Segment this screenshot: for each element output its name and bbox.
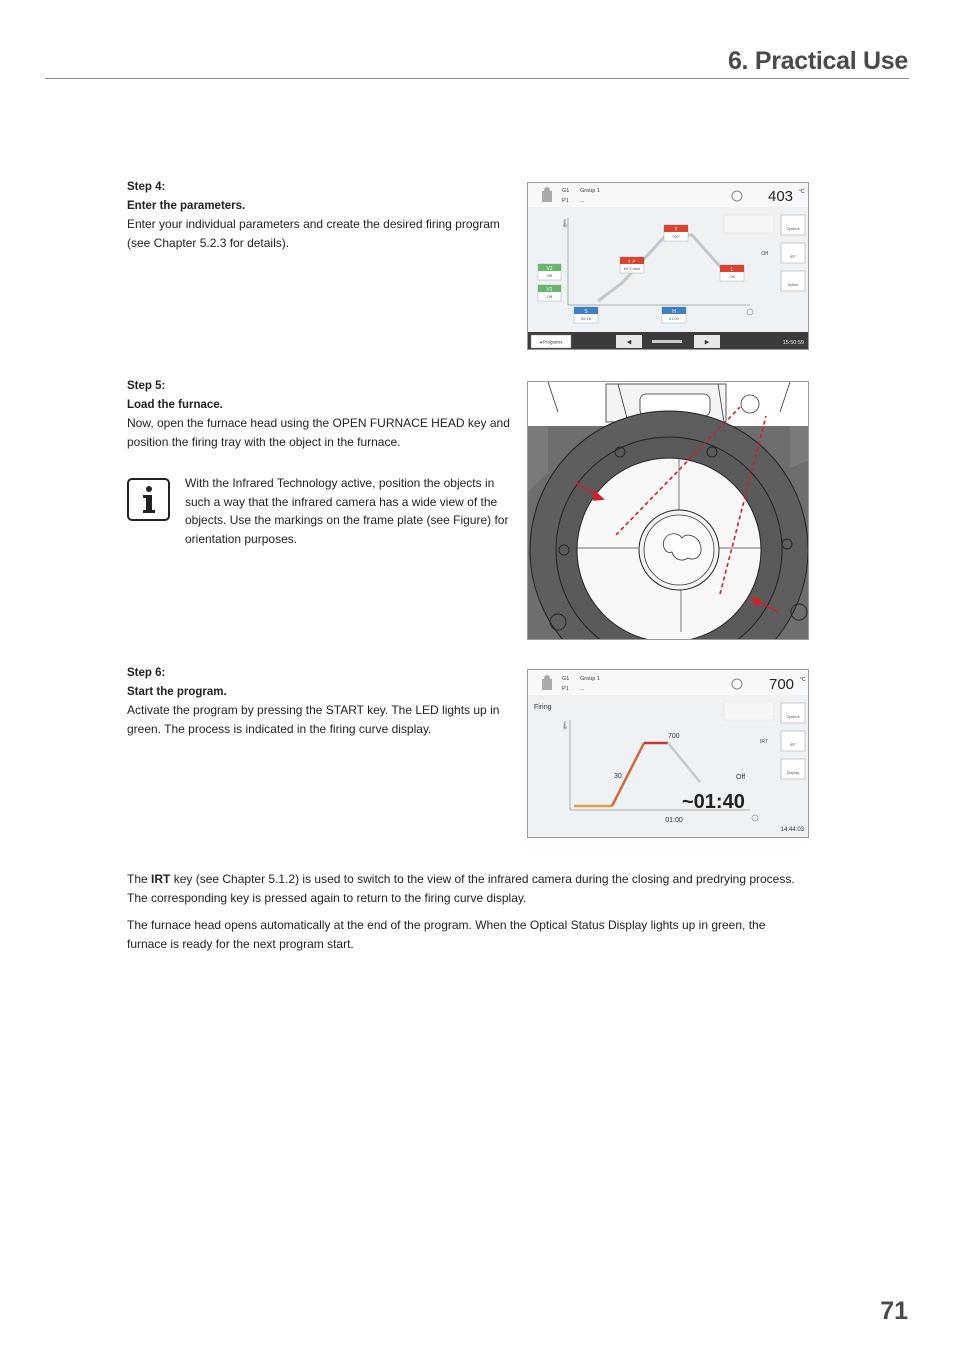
step-4-label: Step 4: bbox=[127, 181, 166, 193]
scroll-indicator bbox=[652, 340, 682, 343]
svg-text:L: L bbox=[730, 267, 734, 273]
info-note-text: With the Infrared Technology active, position the objects in such a way that the infrared camera has a wide view of the objects. Use the markings on the frame plate (see Figure) for orientation purposes. bbox=[185, 476, 509, 546]
program-code: P1 bbox=[562, 198, 569, 204]
curve-peak-label: 700 bbox=[668, 733, 680, 740]
step-6 bbox=[127, 664, 512, 738]
svg-text:IRT: IRT bbox=[789, 743, 797, 747]
svg-text:H: H bbox=[672, 309, 676, 315]
param-t-rate[interactable] bbox=[620, 257, 644, 273]
svg-text:Off: Off bbox=[546, 273, 553, 278]
step-5 bbox=[127, 377, 512, 451]
step-5-label: Step 5: bbox=[127, 380, 166, 392]
irt-button[interactable] bbox=[781, 243, 805, 263]
irt-label: IRT bbox=[760, 739, 768, 745]
step-5-title: Load the furnace. bbox=[127, 398, 223, 411]
curve-start-label: 30 bbox=[614, 773, 622, 780]
clock: 15:50:59 bbox=[782, 340, 804, 346]
param-s[interactable] bbox=[574, 307, 598, 323]
svg-text:Display: Display bbox=[786, 771, 800, 775]
remaining-time: ~01:40 bbox=[682, 791, 745, 813]
firing-screen bbox=[527, 669, 809, 838]
param-l[interactable] bbox=[720, 265, 744, 281]
step-4-title: Enter the parameters. bbox=[127, 199, 246, 212]
svg-text:Spline: Spline bbox=[787, 283, 799, 287]
hold-time-label: 01:00 bbox=[665, 817, 683, 824]
furnace-figure bbox=[527, 381, 809, 640]
step-6-label: Step 6: bbox=[127, 667, 166, 679]
group-name: Group 1 bbox=[580, 676, 600, 682]
program-name: ... bbox=[580, 686, 585, 692]
svg-text:Off: Off bbox=[729, 274, 735, 279]
step-4 bbox=[127, 178, 512, 252]
svg-text:◂ Programs: ◂ Programs bbox=[539, 339, 563, 345]
group-code: G1 bbox=[562, 676, 570, 682]
svg-text:t ↗: t ↗ bbox=[628, 259, 636, 265]
group-name: Group 1 bbox=[580, 188, 600, 194]
spline-button[interactable] bbox=[781, 271, 805, 291]
temperature-readout: 403 bbox=[768, 188, 794, 205]
header-rule bbox=[45, 78, 909, 79]
svg-text:S: S bbox=[584, 309, 588, 315]
clock: 14:44:03 bbox=[780, 827, 804, 833]
display-button[interactable] bbox=[781, 759, 805, 779]
svg-text:V1: V1 bbox=[546, 287, 553, 293]
param-h[interactable] bbox=[662, 307, 686, 323]
svg-text:01:00: 01:00 bbox=[668, 316, 680, 321]
svg-text:Off: Off bbox=[546, 294, 553, 299]
thermometer-icon: 🌡 bbox=[560, 219, 571, 228]
options-button[interactable] bbox=[781, 215, 805, 235]
page-number: 71 bbox=[880, 1297, 908, 1325]
prev-arrow-button[interactable] bbox=[616, 335, 642, 348]
svg-text:T: T bbox=[674, 227, 678, 233]
parameter-screen bbox=[527, 182, 809, 350]
thermometer-icon: 🌡 bbox=[560, 721, 571, 730]
param-v2[interactable] bbox=[538, 264, 561, 280]
svg-text:Options: Options bbox=[786, 715, 800, 719]
svg-text:Options: Options bbox=[786, 227, 800, 231]
program-name: ... bbox=[580, 198, 585, 204]
end-of-program-paragraph: The furnace head opens automatically at the end of the program. When the Optical Status Display lights up in green, the furnace is ready for the next program start. bbox=[127, 918, 766, 951]
param-v1[interactable] bbox=[538, 285, 561, 301]
irt-button[interactable] bbox=[781, 731, 805, 751]
param-t[interactable] bbox=[664, 225, 688, 241]
programs-button[interactable] bbox=[531, 335, 571, 348]
step-6-title: Start the program. bbox=[127, 685, 227, 698]
svg-text:60°C/min: 60°C/min bbox=[623, 266, 641, 271]
step-6-text: Activate the program by pressing the START key. The LED lights up in green. The process is indicated in the firing curve display. bbox=[127, 703, 500, 736]
temperature-unit: °C bbox=[799, 189, 805, 195]
irt-key-name: IRT bbox=[151, 872, 171, 886]
temperature-unit: °C bbox=[800, 677, 806, 683]
svg-text:◂: ◂ bbox=[626, 336, 632, 347]
svg-text:00:18: 00:18 bbox=[580, 316, 592, 321]
svg-text:700°: 700° bbox=[671, 234, 681, 239]
temperature-readout: 700 bbox=[769, 676, 795, 693]
curve-end-label: Off bbox=[736, 774, 746, 781]
chapter-title: 6. Practical Use bbox=[727, 47, 908, 75]
step-4-text: Enter your individual parameters and create the desired firing program (see Chapter 5.2.3 for details). bbox=[127, 217, 500, 250]
mode-label: Firing bbox=[534, 704, 552, 711]
off-label: Off bbox=[761, 251, 768, 257]
next-arrow-button[interactable] bbox=[694, 335, 720, 348]
options-button[interactable] bbox=[781, 703, 805, 723]
irt-paragraph: The IRT key (see Chapter 5.1.2) is used to switch to the view of the infrared camera during the closing and predrying process. The corresponding key is pressed again to return to the firing curve display. bbox=[127, 872, 795, 905]
svg-text:V2: V2 bbox=[546, 266, 553, 272]
program-code: P1 bbox=[562, 686, 569, 692]
svg-text:IRT: IRT bbox=[789, 255, 797, 259]
info-icon bbox=[127, 478, 170, 521]
svg-text:▸: ▸ bbox=[704, 336, 710, 347]
step-5-text: Now, open the furnace head using the OPEN FURNACE HEAD key and position the firing tray with the object in the furnace. bbox=[127, 416, 510, 449]
group-code: G1 bbox=[562, 188, 570, 194]
